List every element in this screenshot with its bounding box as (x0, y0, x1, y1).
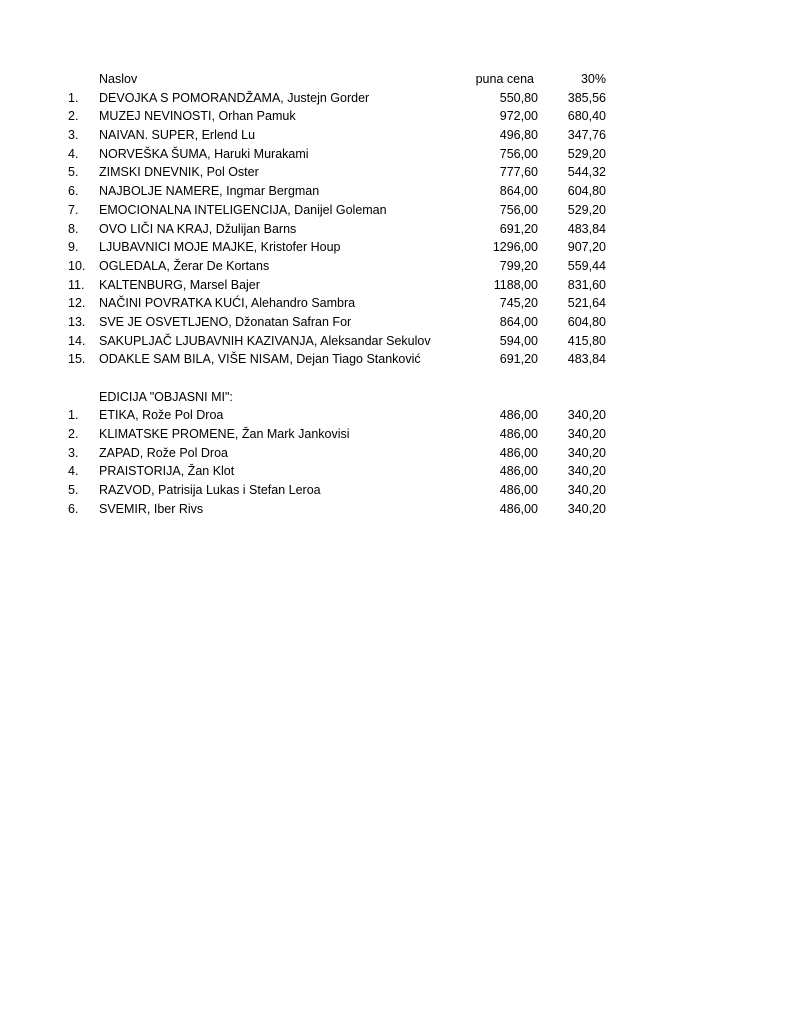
full-price: 496,80 (499, 128, 538, 143)
book-title: SVEMIR, Iber Rivs (99, 501, 204, 516)
discount-price: 385,56 (567, 90, 606, 105)
discount-price: 529,20 (567, 146, 606, 161)
table-row (0, 406, 791, 425)
book-title: PRAISTORIJA, Žan Klot (99, 464, 235, 479)
book-title: KALTENBURG, Marsel Bajer (99, 277, 260, 292)
discount-price: 604,80 (567, 314, 606, 329)
table-row (0, 238, 791, 257)
row-number: 9. (68, 240, 79, 255)
table-row (0, 350, 791, 369)
book-title: ODAKLE SAM BILA, VIŠE NISAM, Dejan Tiago Stanković (99, 352, 421, 367)
table-row (0, 182, 791, 201)
book-title: ZIMSKI DNEVNIK, Pol Oster (99, 165, 259, 180)
discount-price: 340,20 (567, 501, 606, 516)
full-price: 799,20 (499, 258, 538, 273)
table-row (0, 107, 791, 126)
table-row (0, 444, 791, 463)
column-header-full-price: puna cena (475, 72, 534, 86)
discount-price: 340,20 (567, 464, 606, 479)
discount-price: 529,20 (567, 202, 606, 217)
row-number: 8. (68, 221, 79, 236)
table-row (0, 163, 791, 182)
row-number: 4. (68, 464, 79, 479)
row-number: 6. (68, 501, 79, 516)
discount-price: 340,20 (567, 483, 606, 498)
discount-price: 907,20 (567, 240, 606, 255)
row-number: 4. (68, 146, 79, 161)
book-title: NAIVAN. SUPER, Erlend Lu (99, 128, 256, 143)
full-price: 486,00 (499, 408, 538, 423)
discount-price: 415,80 (567, 333, 606, 348)
full-price: 486,00 (499, 427, 538, 442)
row-number: 11. (68, 277, 85, 292)
table-row (0, 332, 791, 351)
row-number: 3. (68, 445, 79, 460)
table-row (0, 425, 791, 444)
row-number: 5. (68, 483, 79, 498)
discount-price: 521,64 (567, 296, 606, 311)
discount-price: 604,80 (567, 184, 606, 199)
table-row (0, 294, 791, 313)
discount-price: 340,20 (567, 445, 606, 460)
full-price: 864,00 (499, 184, 538, 199)
row-number: 2. (68, 427, 79, 442)
book-title: RAZVOD, Patrisija Lukas i Stefan Leroa (99, 483, 321, 498)
table-row (0, 500, 791, 519)
book-title: NAJBOLJE NAMERE, Ingmar Bergman (99, 184, 320, 199)
full-price: 756,00 (499, 146, 538, 161)
book-title: LJUBAVNICI MOJE MAJKE, Kristofer Houp (99, 240, 341, 255)
discount-price: 340,20 (567, 427, 606, 442)
row-number: 1. (68, 408, 79, 423)
book-title: EMOCIONALNA INTELIGENCIJA, Danijel Goleman (99, 202, 387, 217)
full-price: 972,00 (499, 109, 538, 124)
full-price: 756,00 (499, 202, 538, 217)
row-number: 14. (68, 333, 86, 348)
full-price: 486,00 (499, 464, 538, 479)
edition-heading: EDICIJA "OBJASNI MI": (99, 389, 233, 404)
table-row (0, 89, 791, 108)
discount-price: 831,60 (567, 277, 606, 292)
table-row (0, 462, 791, 481)
table-row (0, 126, 791, 145)
full-price: 1188,00 (493, 277, 538, 292)
row-number: 2. (68, 109, 79, 124)
book-title: DEVOJKA S POMORANDŽAMA, Justejn Gorder (99, 90, 370, 105)
book-title: ZAPAD, Rože Pol Droa (99, 445, 228, 460)
row-number: 12. (68, 296, 86, 311)
row-number: 1. (68, 90, 79, 105)
full-price: 691,20 (499, 221, 538, 236)
row-number: 6. (68, 184, 79, 199)
full-price: 550,80 (499, 90, 538, 105)
table-row (0, 201, 791, 220)
book-title: NAČINI POVRATKA KUĆI, Alehandro Sambra (99, 296, 356, 311)
edition-heading-row (0, 388, 791, 407)
header-row (0, 70, 791, 89)
row-number: 5. (68, 165, 79, 180)
discount-price: 559,44 (567, 258, 606, 273)
table-row (0, 276, 791, 295)
book-title: NORVEŠKA ŠUMA, Haruki Murakami (99, 146, 309, 161)
table-row (0, 220, 791, 239)
discount-price: 340,20 (567, 408, 606, 423)
book-title: OGLEDALA, Žerar De Kortans (99, 258, 270, 273)
table-row (0, 481, 791, 500)
full-price: 864,00 (499, 314, 538, 329)
table-row (0, 257, 791, 276)
book-title: KLIMATSKE PROMENE, Žan Mark Jankovisi (99, 427, 350, 442)
row-number: 15. (68, 352, 86, 367)
book-title: SAKUPLJAČ LJUBAVNIH KAZIVANJA, Aleksandar Sekulov (99, 333, 431, 348)
price-list-sheet (0, 70, 791, 519)
full-price: 486,00 (499, 501, 538, 516)
row-number: 10. (68, 258, 86, 273)
table-row (0, 145, 791, 164)
full-price: 486,00 (499, 445, 538, 460)
book-title: ETIKA, Rože Pol Droa (99, 408, 224, 423)
row-number: 3. (68, 128, 79, 143)
book-title: MUZEJ NEVINOSTI, Orhan Pamuk (99, 109, 296, 124)
full-price: 486,00 (499, 483, 538, 498)
column-header-discount: 30% (580, 72, 606, 86)
full-price: 594,00 (499, 333, 538, 348)
full-price: 777,60 (499, 165, 538, 180)
row-number: 7. (68, 202, 79, 217)
book-title: OVO LIČI NA KRAJ, Džulijan Barns (99, 221, 297, 236)
row-number: 13. (68, 314, 86, 329)
full-price: 745,20 (499, 296, 538, 311)
discount-price: 483,84 (567, 352, 606, 367)
full-price: 691,20 (499, 352, 538, 367)
discount-price: 347,76 (567, 128, 606, 143)
discount-price: 680,40 (567, 109, 606, 124)
table-row (0, 313, 791, 332)
column-header-title: Naslov (99, 72, 138, 86)
full-price: 1296,00 (492, 240, 538, 255)
discount-price: 544,32 (567, 165, 606, 180)
section-spacer (0, 369, 791, 388)
discount-price: 483,84 (567, 221, 606, 236)
book-title: SVE JE OSVETLJENO, Džonatan Safran For (99, 314, 352, 329)
